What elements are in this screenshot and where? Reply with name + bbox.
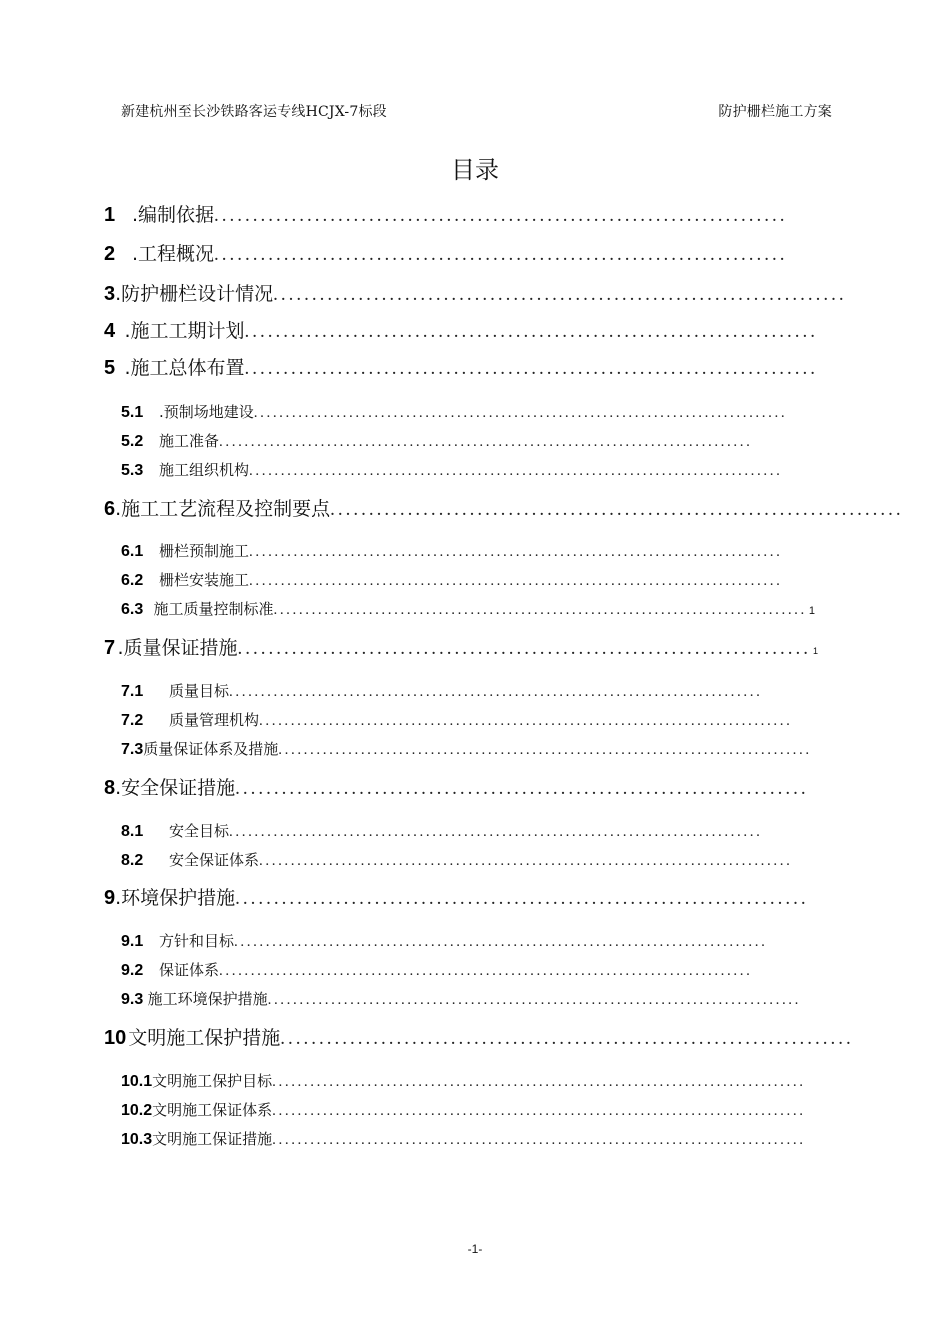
toc-text: .工程概况 bbox=[132, 243, 215, 265]
toc-number: 7.3 bbox=[121, 741, 144, 758]
toc-leader: .......................................................................... bbox=[214, 205, 788, 226]
toc-text: 施工准备 bbox=[159, 432, 220, 450]
toc-number: 7 bbox=[104, 637, 116, 659]
toc-text: 文明施工保护措施 bbox=[128, 1027, 281, 1049]
toc-entry-10 bbox=[104, 1023, 854, 1053]
toc-text: 质量管理机构 bbox=[169, 711, 260, 729]
toc-entry-8-1 bbox=[121, 820, 801, 842]
toc-text: 文明施工保护目标 bbox=[152, 1072, 273, 1090]
toc-leader: .................................................................................... bbox=[249, 463, 783, 479]
toc-number: 7.2 bbox=[121, 712, 144, 729]
toc-entry-7-2 bbox=[121, 709, 801, 731]
toc-leader: .......................................................................... bbox=[244, 321, 818, 342]
toc-number: 9.1 bbox=[121, 933, 144, 950]
toc-entry-9-3 bbox=[121, 988, 801, 1010]
toc-leader: .......................................................................... bbox=[273, 284, 847, 305]
toc-text: 施工组织机构 bbox=[159, 461, 250, 479]
toc-entry-7-1 bbox=[121, 680, 801, 702]
toc-entry-8 bbox=[104, 773, 809, 803]
toc-number: 5.2 bbox=[121, 433, 144, 450]
toc-number: 10 bbox=[104, 1027, 127, 1049]
header-right-title: 防护栅栏施工方案 bbox=[718, 104, 832, 120]
toc-leader: .......................................................................... bbox=[244, 358, 818, 379]
toc-leader: .......................................................................... bbox=[235, 888, 809, 909]
toc-text: 方针和目标 bbox=[159, 932, 235, 950]
toc-entry-4 bbox=[104, 316, 818, 346]
toc-number: 6 bbox=[104, 498, 116, 520]
toc-entry-6-2 bbox=[121, 569, 811, 591]
toc-number: 5.1 bbox=[121, 404, 144, 421]
toc-number: 6.2 bbox=[121, 572, 144, 589]
toc-number: 4 bbox=[104, 320, 116, 342]
toc-leader: .................................................................................... bbox=[272, 1103, 806, 1119]
toc-leader: .......................................................................... bbox=[330, 499, 904, 520]
toc-text: 施工质量控制标准 bbox=[153, 600, 274, 618]
toc-number: 5.3 bbox=[121, 462, 144, 479]
toc-entry-10-2 bbox=[121, 1099, 806, 1121]
toc-entry-10-3 bbox=[121, 1128, 806, 1150]
toc-leader: .................................................................................... bbox=[267, 992, 801, 1008]
page-number-footer: -1- bbox=[467, 1242, 483, 1256]
toc-leader: .................................................................................... bbox=[259, 853, 793, 869]
toc-number: 10.2 bbox=[121, 1102, 153, 1119]
toc-text: 质量目标 bbox=[169, 682, 230, 700]
toc-leader: .................................................................................... bbox=[273, 602, 807, 618]
toc-entry-2 bbox=[104, 239, 818, 269]
toc-text: 施工环境保护措施 bbox=[147, 990, 268, 1008]
toc-entry-7 bbox=[104, 633, 818, 663]
toc-text: .安全保证措施 bbox=[115, 777, 236, 799]
toc-number: 7.1 bbox=[121, 683, 144, 700]
toc-number: 9 bbox=[104, 887, 116, 909]
toc-entry-6-3 bbox=[121, 598, 815, 620]
toc-number: 8 bbox=[104, 777, 116, 799]
header-left-title: 新建杭州至长沙铁路客运专线HCJX-7标段 bbox=[121, 104, 387, 120]
toc-text: 保证体系 bbox=[159, 961, 220, 979]
toc-entry-5 bbox=[104, 353, 818, 383]
toc-number: 6.1 bbox=[121, 543, 144, 560]
toc-leader: .................................................................................... bbox=[253, 405, 788, 421]
toc-number: 10.3 bbox=[121, 1131, 153, 1148]
toc-leader: .................................................................................... bbox=[249, 544, 783, 560]
toc-leader: .......................................................................... bbox=[235, 778, 809, 799]
toc-leader: .................................................................................... bbox=[259, 713, 793, 729]
toc-entry-9-1 bbox=[121, 930, 801, 952]
toc-leader: .......................................................................... bbox=[214, 244, 788, 265]
toc-text: .防护栅栏设计情况 bbox=[115, 283, 274, 305]
toc-leader: .................................................................................... bbox=[219, 963, 753, 979]
toc-text: 安全保证体系 bbox=[169, 851, 260, 869]
toc-entry-9 bbox=[104, 883, 809, 913]
toc-number: 2 bbox=[104, 243, 116, 265]
toc-leader: .................................................................................... bbox=[229, 824, 763, 840]
toc-entry-3 bbox=[104, 279, 847, 309]
toc-entry-6-1 bbox=[121, 540, 811, 562]
toc-number: 5 bbox=[104, 357, 116, 379]
toc-page-number: 1 bbox=[808, 605, 815, 617]
toc-number: 6.3 bbox=[121, 601, 144, 618]
toc-entry-9-2 bbox=[121, 959, 801, 981]
toc-text: .环境保护措施 bbox=[115, 887, 236, 909]
toc-leader: .................................................................................... bbox=[272, 1132, 806, 1148]
toc-number: 10.1 bbox=[121, 1073, 153, 1090]
toc-text: .施工工期计划 bbox=[124, 320, 245, 342]
toc-page-number: 1 bbox=[812, 646, 818, 656]
toc-leader: .......................................................................... bbox=[237, 638, 811, 659]
toc-leader: .................................................................................... bbox=[272, 1074, 806, 1090]
page-title: 目录 bbox=[451, 156, 499, 184]
toc-entry-8-2 bbox=[121, 849, 801, 871]
toc-text: .施工总体布置 bbox=[124, 357, 245, 379]
toc-number: 9.3 bbox=[121, 991, 144, 1008]
toc-entry-5-3 bbox=[121, 459, 811, 481]
toc-text: 文明施工保证措施 bbox=[152, 1130, 273, 1148]
toc-leader: .................................................................................... bbox=[234, 934, 768, 950]
toc-text: 栅栏安装施工 bbox=[159, 571, 250, 589]
toc-text: .编制依据 bbox=[132, 204, 215, 226]
toc-text: .施工工艺流程及控制要点 bbox=[115, 498, 331, 520]
toc-entry-5-1 bbox=[121, 401, 811, 423]
toc-leader: .................................................................................... bbox=[249, 573, 783, 589]
toc-number: 1 bbox=[104, 204, 116, 226]
toc-leader: .................................................................................... bbox=[229, 684, 763, 700]
toc-text: .预制场地建设 bbox=[159, 403, 254, 421]
toc-number: 3 bbox=[104, 283, 116, 305]
toc-number: 9.2 bbox=[121, 962, 144, 979]
toc-entry-1 bbox=[104, 200, 818, 230]
toc-text: .质量保证措施 bbox=[117, 637, 238, 659]
toc-entry-5-2 bbox=[121, 430, 811, 452]
toc-leader: .................................................................................... bbox=[219, 434, 753, 450]
toc-entry-6 bbox=[104, 494, 904, 524]
toc-number: 8.2 bbox=[121, 852, 144, 869]
toc-number: 8.1 bbox=[121, 823, 144, 840]
toc-leader: .................................................................................... bbox=[278, 742, 812, 758]
toc-text: 质量保证体系及措施 bbox=[143, 740, 279, 758]
toc-entry-7-3 bbox=[121, 738, 812, 760]
toc-text: 安全目标 bbox=[169, 822, 230, 840]
toc-entry-10-1 bbox=[121, 1070, 806, 1092]
toc-leader: .......................................................................... bbox=[280, 1028, 854, 1049]
toc-text: 栅栏预制施工 bbox=[159, 542, 250, 560]
toc-text: 文明施工保证体系 bbox=[152, 1101, 273, 1119]
